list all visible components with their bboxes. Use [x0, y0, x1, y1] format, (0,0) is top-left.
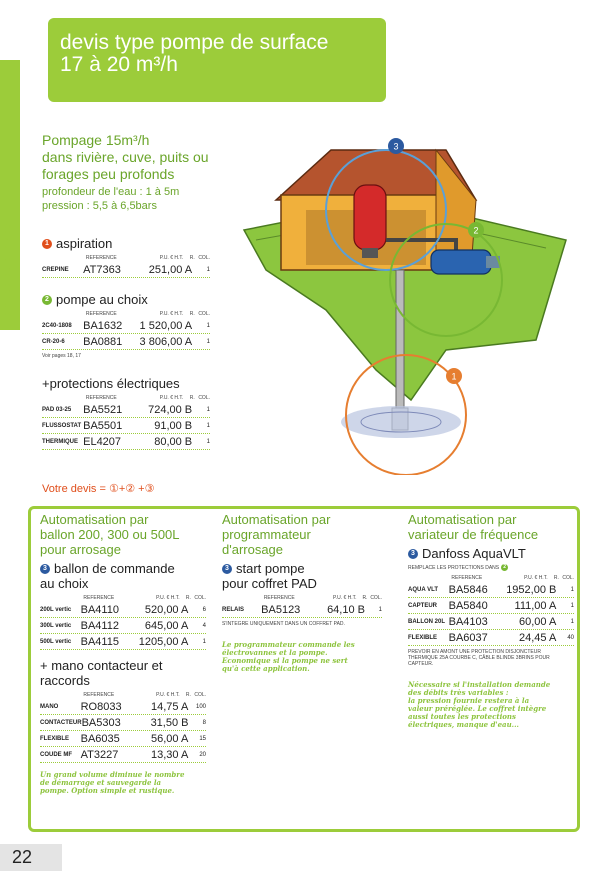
- column-header: REFERENCE P.U. € H.T. R. COL.: [85, 395, 210, 401]
- pompe-title: 2 pompe au choix: [42, 292, 210, 307]
- auto1-note: Un grand volume diminue le nombre de démarrage et sauvegarde la pompe. Option simple et rustique.: [40, 770, 185, 795]
- badge-3-icon: 3: [40, 564, 50, 574]
- intro-line5: pression : 5,5 à 6,5bars: [42, 200, 157, 212]
- auto1-sub: 3 ballon de commande: [40, 561, 206, 576]
- auto3-title1: Automatisation par: [408, 512, 517, 527]
- auto3-title2: variateur de fréquence: [408, 527, 539, 542]
- table-row: FLUSSOSTAT BA5501 91,00 B 1: [42, 418, 210, 434]
- intro-line4: profondeur de l'eau : 1 à 5m: [42, 186, 180, 198]
- auto2-sub: 3 start pompe: [222, 561, 382, 576]
- badge-2-icon: 2: [501, 564, 508, 571]
- page-title-line1: devis type pompe de surface: [60, 31, 329, 54]
- pompe-note: Voir pages 18, 17: [42, 353, 81, 359]
- column-header: REFERENCE P.U. € H.T. R. COL.: [83, 595, 206, 601]
- table-row: CAPTEUR BA5840 111,00 A 1: [408, 598, 574, 614]
- auto1-plus2: raccords: [40, 673, 90, 688]
- column-header: REFERENCE P.U. € H.T. R. COL.: [85, 311, 210, 317]
- auto1-title1: Automatisation par: [40, 512, 149, 527]
- illustration-badge-1: 1: [451, 371, 457, 382]
- aspiration-title: 1 aspiration: [42, 236, 210, 251]
- auto1-title2: ballon 200, 300 ou 500L: [40, 527, 180, 542]
- auto2-title3: d'arrosage: [222, 542, 284, 557]
- table-row: FLEXIBLE BA6037 24,45 A 40: [408, 630, 574, 646]
- table-row: 300L vertic BA4112 645,00 A 4: [40, 618, 206, 634]
- auto2-title2: programmateur: [222, 527, 311, 542]
- table-row: AQUA VLT BA5846 1952,00 B 1: [408, 582, 574, 598]
- table-row: FLEXIBLE BA6035 56,00 A 15: [40, 731, 206, 747]
- auto1-title3: pour arrosage: [40, 542, 121, 557]
- column-header: REFERENCE P.U. € H.T. R. COL.: [85, 255, 210, 261]
- intro-line2: dans rivière, cuve, puits ou: [42, 149, 209, 165]
- table-row: THERMIQUE EL4207 80,00 B 1: [42, 434, 210, 450]
- automation-programmateur: [222, 512, 382, 673]
- auto3-note: Nécessaire si l'installation demande des débits très variables : la pression fournie restera à la valeur préréglée. Le coffret intègre aussi toutes les protections électriques, manque d'eau...: [408, 680, 551, 729]
- automation-ballon: [40, 512, 206, 795]
- protections-section: [42, 376, 210, 450]
- column-header: REFERENCE P.U. € H.T. R. COL.: [263, 595, 382, 601]
- aspiration-section: [42, 236, 210, 278]
- auto2-title1: Automatisation par: [222, 512, 331, 527]
- auto2-small: S'INTEGRE UNIQUEMENT DANS UN COFFRET PAD.: [222, 621, 345, 627]
- automation-variateur: [408, 512, 574, 729]
- table-row: MANO RO8033 14,75 A 100: [40, 699, 206, 715]
- auto2-note: Le programmateur commande les électrovannes et la pompe. Economique si la pompe ne sert qu'à cette application.: [222, 640, 355, 673]
- table-row: CONTACTEUR BA5303 31,50 B 8: [40, 715, 206, 731]
- page-number: 22: [0, 844, 62, 871]
- table-row: COUDE MF AT3227 13,30 A 20: [40, 747, 206, 763]
- table-row: CREPINE AT7363 251,00 A 1: [42, 262, 210, 278]
- auto1-sub2: au choix: [40, 576, 89, 591]
- pompe-section: [42, 292, 210, 359]
- illustration-badge-3: 3: [393, 141, 399, 152]
- column-header: REFERENCE P.U. € H.T. R. COL.: [451, 575, 574, 581]
- table-row: BALLON 20L BA4103 60,00 A 1: [408, 614, 574, 630]
- badge-2-icon: 2: [42, 295, 52, 305]
- intro-block: [42, 132, 242, 213]
- column-header: REFERENCE P.U. € H.T. R. COL.: [83, 692, 206, 698]
- auto3-small-top: REMPLACE LES PROTECTIONS DANS 2: [408, 564, 574, 571]
- auto1-plus1: + mano contacteur et: [40, 658, 163, 673]
- page-title-line2: 17 à 20 m³/h: [60, 53, 178, 76]
- auto3-small: PREVOIR EN AMONT UNE PROTECTION DISJONCTEUR THERMIQUE 25A COURBE C, CÂBLE BLINDE 3BRINS POUR CAPTEUR.: [408, 649, 550, 667]
- badge-1-icon: 1: [42, 239, 52, 249]
- table-row: PAD 03-25 BA5521 724,00 B 1: [42, 402, 210, 418]
- table-row: 200L vertic BA4110 520,00 A 6: [40, 602, 206, 618]
- side-section-label: pompes de surface: [2, 222, 12, 322]
- badge-3-icon: 3: [408, 549, 418, 559]
- table-row: RELAIS BA5123 64,10 B 1: [222, 602, 382, 618]
- pump-illustration: [236, 130, 576, 475]
- auto3-sub: 3 Danfoss AquaVLT: [408, 546, 574, 561]
- table-row: CR-20-6 BA0881 3 806,00 A 1: [42, 334, 210, 350]
- intro-line1: Pompage 15m³/h: [42, 132, 150, 148]
- intro-line3: forages peu profonds: [42, 166, 175, 182]
- auto2-sub2: pour coffret PAD: [222, 576, 317, 591]
- illustration-badge-2: 2: [473, 225, 479, 236]
- badge-3-icon: 3: [222, 564, 232, 574]
- protections-title: +protections électriques: [42, 376, 180, 391]
- devis-formula: Votre devis = ①+② +③: [42, 483, 155, 495]
- header-banner: [48, 18, 386, 102]
- table-row: 2C40-1808 BA1632 1 520,00 A 1: [42, 318, 210, 334]
- table-row: 500L vertic BA4115 1205,00 A 1: [40, 634, 206, 650]
